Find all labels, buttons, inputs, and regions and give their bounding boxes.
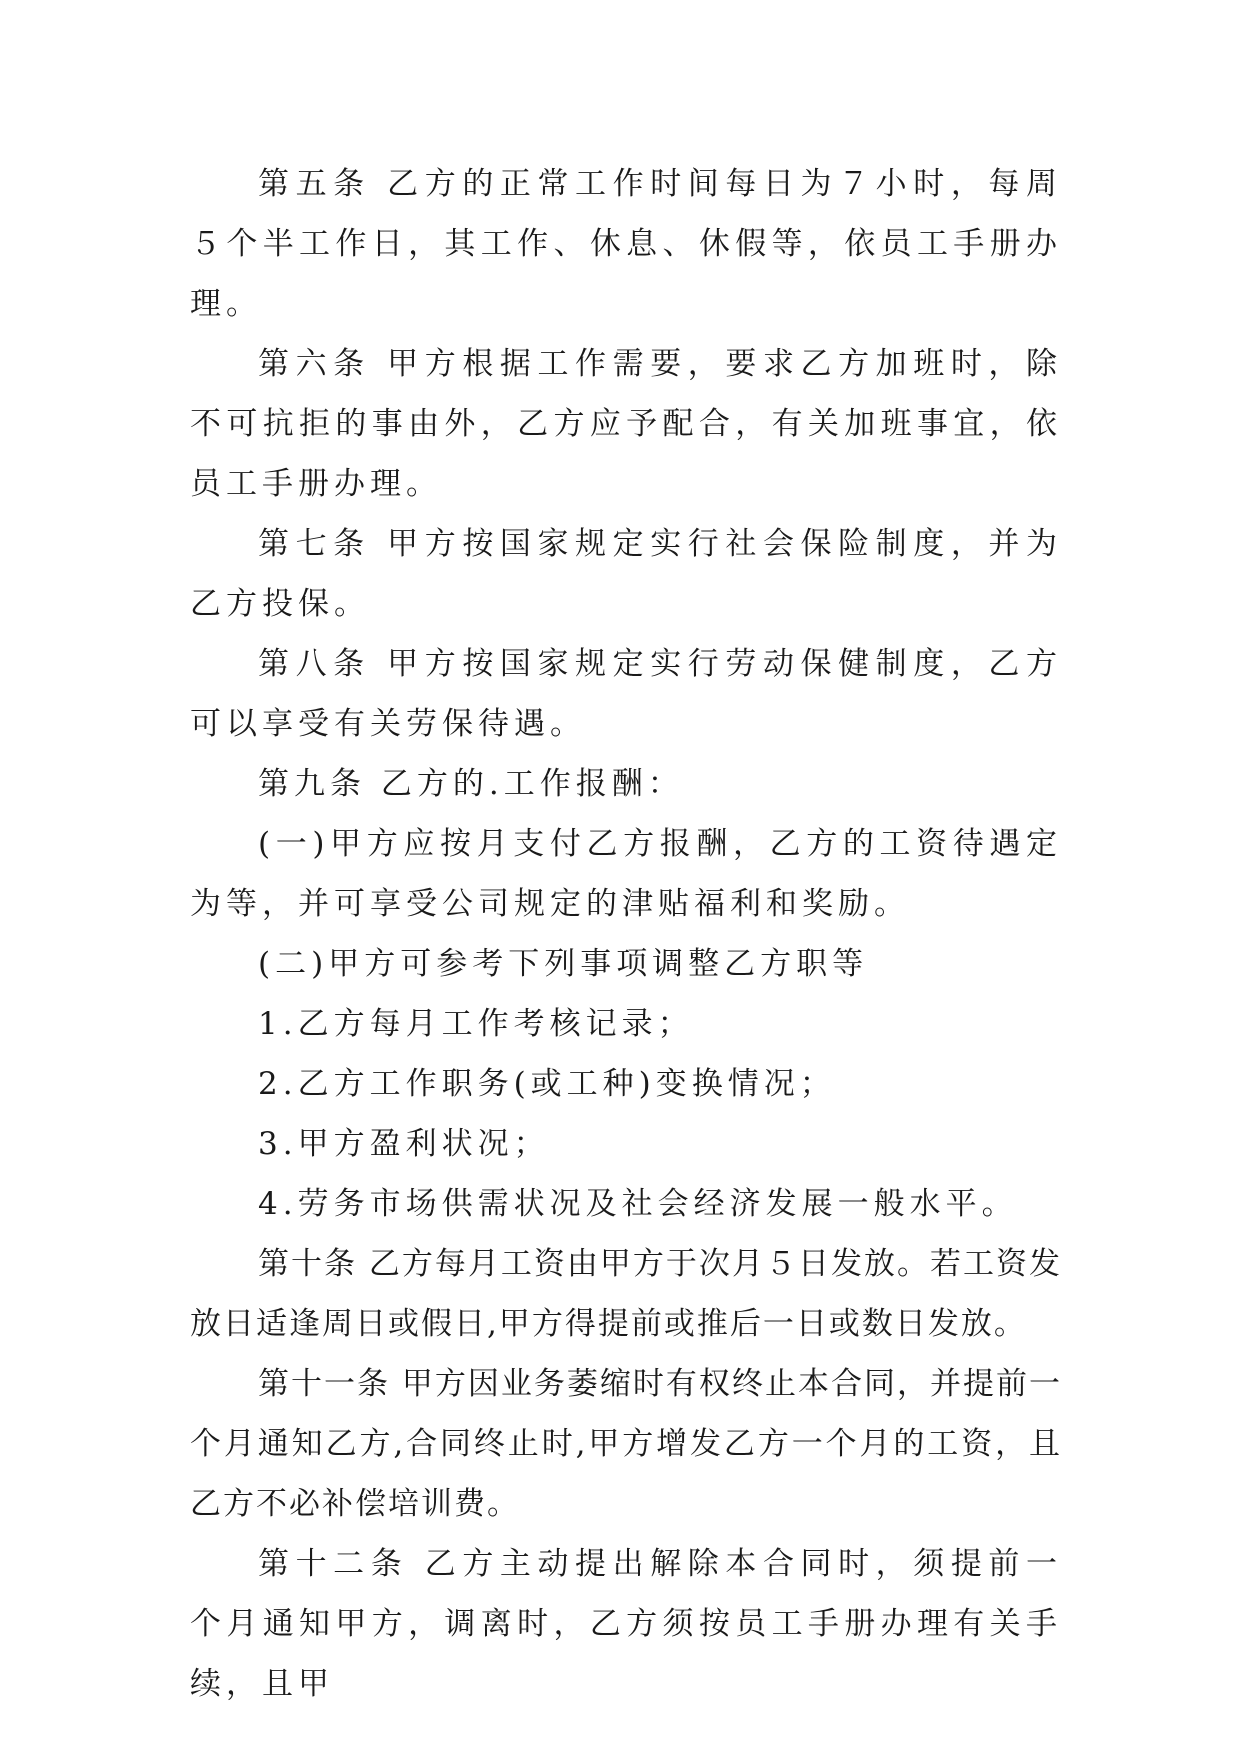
article-9-paragraph: 第九条 乙方的.工作报酬： xyxy=(258,766,684,802)
article-11-paragraph: 第十一条 甲方因业务萎缩时有权终止本合同，并提前一个月通知乙方,合同终止时,甲方增发乙方一个月的工资，且乙方不必补偿培训费。 xyxy=(190,1366,1062,1522)
article-10-paragraph: 第十条 乙方每月工资由甲方于次月５日发放。若工资发放日适逢周日或假日,甲方得提前或推后一日或数日发放。 xyxy=(190,1246,1062,1342)
list-item-4: 4.劳务市场供需状况及社会经济发展一般水平。 xyxy=(258,1186,1018,1222)
list-item-3: 3.甲方盈利状况； xyxy=(258,1126,550,1162)
article-9-clause-1: (一)甲方应按月支付乙方报酬，乙方的工资待遇定为等，并可享受公司规定的津贴福利和奖励。 xyxy=(190,826,1062,922)
article-5-paragraph: 第五条 乙方的正常工作时间每日为７小时，每周５个半工作日，其工作、休息、休假等，依员工手册办理。 xyxy=(190,166,1062,322)
list-item-2: 2.乙方工作职务(或工种)变换情况； xyxy=(258,1066,836,1102)
article-8-paragraph: 第八条 甲方按国家规定实行劳动保健制度，乙方可以享受有关劳保待遇。 xyxy=(190,646,1062,742)
article-9-clause-2: (二)甲方可参考下列事项调整乙方职等 xyxy=(258,946,869,982)
document-body xyxy=(190,154,1062,1714)
article-6-paragraph: 第六条 甲方根据工作需要，要求乙方加班时，除不可抗拒的事由外，乙方应予配合，有关加班事宜，依员工手册办理。 xyxy=(190,346,1062,502)
list-item-1: 1.乙方每月工作考核记录； xyxy=(258,1006,694,1042)
article-12-paragraph: 第十二条 乙方主动提出解除本合同时，须提前一个月通知甲方，调离时，乙方须按员工手册办理有关手续，且甲 xyxy=(190,1546,1062,1702)
article-7-paragraph: 第七条 甲方按国家规定实行社会保险制度，并为乙方投保。 xyxy=(190,526,1062,622)
